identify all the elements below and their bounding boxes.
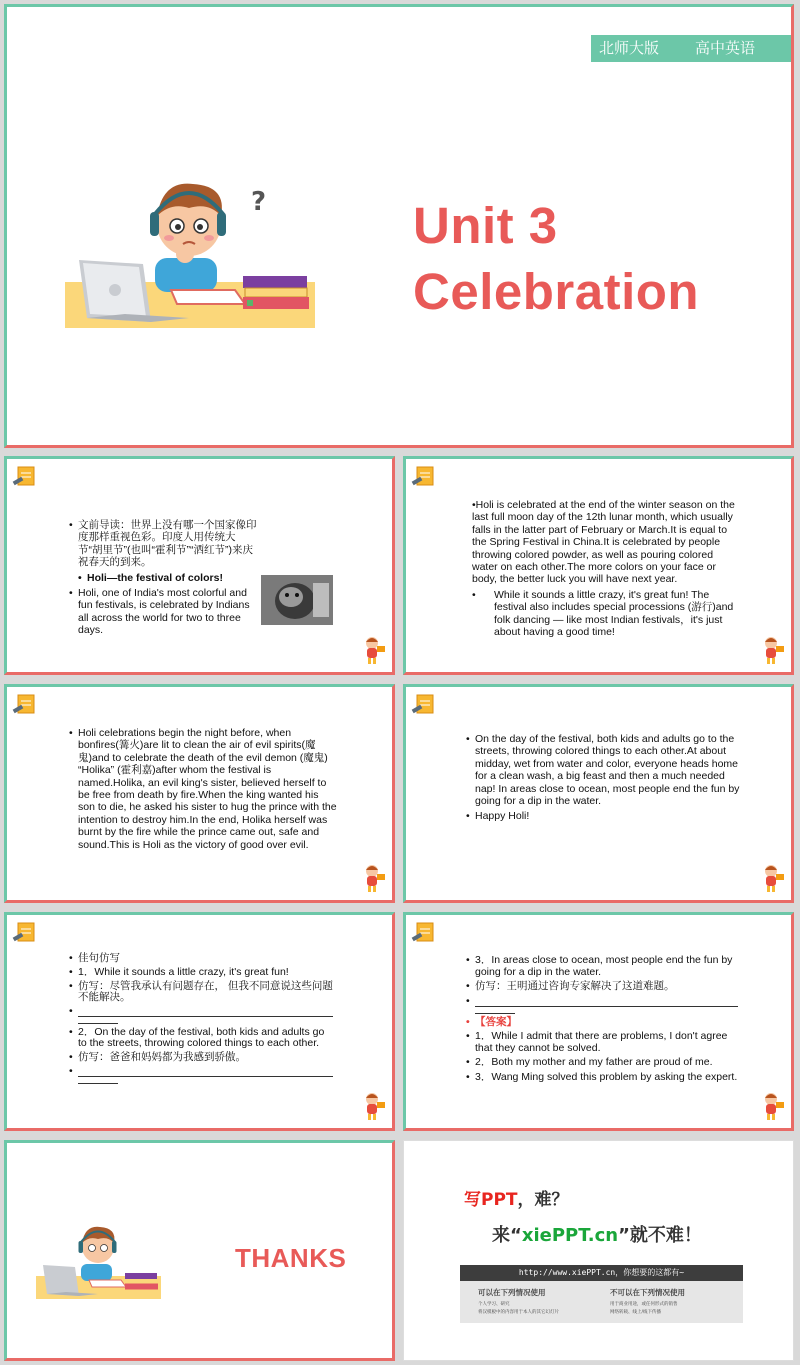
notepad-icon [12, 921, 36, 943]
slide-holi-legend [4, 684, 395, 903]
slide5-para2: • Happy Holi! [466, 810, 742, 822]
slide7-text [466, 955, 738, 1086]
tag-publisher: 北师大版 [599, 39, 660, 57]
can-use-title: 可以在下列情况使用 [478, 1288, 546, 1297]
holi-paragraph: • Holi, one of India's most colorful and fun festivals, is celebrated by Indians all across the world for two to three days. [69, 587, 259, 637]
girl-mascot-icon [360, 862, 386, 894]
slide4-para1: • Holi celebrations begin the night before, when bonfires(篝火)are lit to clean the air of evil spirits(魔鬼)and to celebrate the death of the evil demon (魔鬼) “Holika” (霍利嘉)after whom the festival is named.Holika, an evil king's sister, believed herself to be free from death by fire.When the king wanted his son to die, he asked his sister to hug the prince with the intention to destroy him.In the end, Holika herself was burnt by the fire while the prince came out, safe and sound.This is Holi as the victory of good over evil. [69, 727, 337, 851]
slide-thanks [4, 1140, 395, 1361]
xieppt-usage-box [460, 1281, 743, 1323]
notepad-icon [411, 465, 435, 487]
slide6-line5: • 仿写：爸爸和妈妈都为我感到骄傲。 [69, 1052, 333, 1063]
slide6-text [69, 953, 333, 1087]
notepad-icon [12, 465, 36, 487]
slide7-blank [466, 996, 738, 1014]
slide-sentence-imitation [4, 912, 395, 1131]
slide4-text [69, 727, 337, 854]
notepad-icon [411, 921, 435, 943]
cannot-use-column [610, 1287, 730, 1315]
slide3-para2: • While it sounds a little crazy, it's great fun! The festival also includes special processions (游行)and folk dancing — like most Indian festivals，it's just about having a good time! [472, 589, 736, 639]
books-icon [243, 276, 309, 309]
answer-2: • 2．Both my mother and my father are proud of me. [466, 1057, 738, 1069]
holi-heading-text: Holi—the festival of colors! [87, 571, 223, 584]
answer-heading: • 【答案】 [466, 1017, 738, 1029]
xieppt-line2 [492, 1221, 702, 1247]
answer-3: • 3．Wang Ming solved this problem by asking the expert. [466, 1072, 738, 1084]
slide5-para1: • On the day of the festival, both kids and adults go to the streets, throwing colored things to each other.At about midday, wet from water and color, everyone heads home for a clean wash, a big feast and then a much needed nap! In areas close to ocean, most people end the fun by going for a dip in the water. [466, 733, 742, 807]
cover-slide [4, 4, 794, 448]
xieppt-line2-green: xiePPT.cn [521, 1225, 619, 1246]
xieppt-line2-post: ”就不难！ [618, 1225, 702, 1246]
cannot-use-title: 不可以在下列情况使用 [610, 1288, 685, 1297]
girl-mascot-icon [759, 1090, 785, 1122]
girl-mascot-icon [759, 862, 785, 894]
question-mark-icon: ? [251, 187, 267, 217]
answer-1: • 1．While I admit that there are problems, I don't agree that they cannot be solved. [466, 1031, 738, 1054]
slide7-line1: • 3．In areas close to ocean, most people end the fun by going for a dip in the water. [466, 955, 738, 978]
xieppt-line1-red: 写PPT [464, 1190, 518, 1210]
slide6-blank1 [69, 1006, 333, 1024]
can-use-column [478, 1287, 598, 1315]
xieppt-line2-pre: 来“ [492, 1225, 522, 1246]
slide6-line2: • 1．While it sounds a little crazy, it's great fun! [69, 967, 333, 978]
intro-paragraph: • 文前导读：世界上没有哪一个国家像印度那样重视色彩。印度人用传统大节“胡里节”(也叫“霍利节”“洒红节”)来庆祝春天的到来。 [69, 519, 259, 569]
girl-mascot-icon [360, 1090, 386, 1122]
title-line-unit: Unit 3 [413, 197, 558, 254]
girl-mascot-icon [360, 634, 386, 666]
slide2-text [69, 519, 259, 640]
slide7-line2: • 仿写：王明通过咨询专家解决了这道难题。 [466, 981, 738, 993]
cannot-use-item-1: 用于商业用途，或任何形式的销售 [610, 1302, 678, 1307]
xieppt-line1 [464, 1185, 569, 1210]
cover-title [413, 193, 699, 325]
notepad-icon [411, 693, 435, 715]
slide5-text [466, 733, 742, 826]
slide3-para1: •Holi is celebrated at the end of the winter season on the last full moon day of the 12th lunar month, which usually falls in the latter part of February or March.It is equal to the Spring Festival in China.It is celebrated by people throwing colored powder, as well as pouring colored water on each other.The more colors on your face or body, the better luck you will have next year. [472, 499, 735, 586]
slide6-line3: • 仿写：尽管我承认有问题存在， 但我不同意说这些问题不能解决。 [69, 981, 333, 1003]
tag-subject: 高中英语 [695, 39, 756, 57]
thanks-text: THANKS [235, 1243, 347, 1273]
title-line-celebration: Celebration [413, 263, 700, 320]
holi-heading: • Holi—the festival of colors! [78, 571, 223, 584]
can-use-item-2: 将汉模板中的内容用于本人的其它幻灯片 [478, 1310, 559, 1315]
boy-student-illustration [59, 172, 319, 352]
slide-holi-intro [4, 456, 395, 675]
slide-holi-day [403, 684, 794, 903]
slide-xieppt-ad [403, 1140, 794, 1361]
slide-answers [403, 912, 794, 1131]
slide6-line1: • 佳句仿写 [69, 953, 333, 964]
notepad-icon [12, 693, 36, 715]
can-use-item-1: 个人学习、研究 [478, 1302, 510, 1307]
slide6-line4: • 2．On the day of the festival, both kids and adults go to the streets, throwing colored things to each other. [69, 1027, 333, 1049]
cannot-use-item-2: 网络转载、线上/线下传播 [610, 1310, 662, 1315]
slide3-text [472, 499, 736, 641]
tag-bar [591, 35, 791, 62]
xieppt-banner: http://www.xiePPT.cn，你想要的这都有~ [460, 1265, 743, 1281]
xieppt-line1-rest: ，难？ [517, 1190, 569, 1210]
holi-photo [261, 575, 333, 625]
girl-mascot-icon [759, 634, 785, 666]
slide-holi-details [403, 456, 794, 675]
slide6-blank2 [69, 1066, 333, 1084]
boy-student-illustration [33, 1221, 163, 1311]
